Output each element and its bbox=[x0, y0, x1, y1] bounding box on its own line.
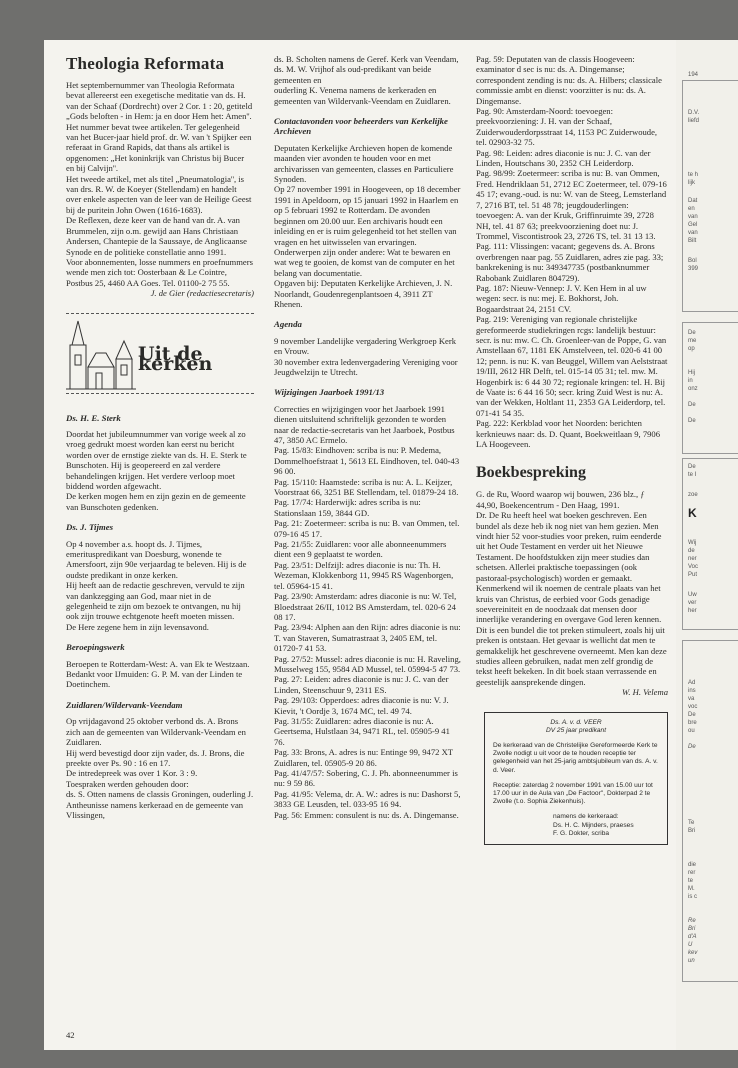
column-1 bbox=[66, 54, 254, 820]
adjacent-text: te h bbox=[688, 172, 699, 178]
list-item: Pag. 98/99: Zoetermeer: scriba is nu: B. van Ommen, Fred. Hendriklaan 51, 2712 EC Zoetermeer, tel. 079-16 45 17; evang.-oud. is nu: W. van de Steeg, Lemsterland 7, 2716 BT, tel. 51 48 78; jeugdouderlingen: toevoegen: A. van der Kruk, Griffinruimte 39, 2728 NH, tel. 41 87 63; preekvoorziening doet nu: J. Trommel, Viscontistrook 23, 2726 TS, tel. 31 13 13. bbox=[476, 168, 667, 241]
list-item: Pag. 187: Nieuw-Vennep: J. V. Ken Hem in al uw wegen: secr. is nu: mej. E. Bokhorst, Joh. Bogaardstraat 24, 2151 CV. bbox=[476, 282, 647, 314]
church-icon bbox=[66, 315, 136, 395]
adjacent-text: De bbox=[688, 330, 696, 336]
paragraph: Toespraken werden gehouden door: bbox=[66, 778, 189, 789]
adjacent-text: ins bbox=[688, 688, 696, 694]
paragraph: Doordat het jubileumnummer van vorige week al zo vroeg gedrukt moest worden kan eerst nu bericht worden over de ernstige ziekte van ds. H. E. Sterk te Bunschoten. Hij is geopereerd en zal verdere behandelingen krijgen. Het verdere verloop moet biddend worden afgewacht. bbox=[66, 428, 247, 491]
paragraph: De Here zegene hem in zijn levensavond. bbox=[66, 621, 209, 632]
paragraph: Dit is een bundel die tot preken stimuleert, zoals hij uit preken is ontstaan. Het gevaar is wellicht dat men te gemakkelijk het geschrevene overneemt. Men kan deze studies alleen gebruiken, nadat men zelf grondig de tekst heeft bekeken. In dit boek staan verrassende en geestelijk aansprekende dingen. bbox=[476, 624, 667, 687]
signature: J. de Gier (redactiesecretaris) bbox=[150, 288, 254, 299]
heading-sterk: Ds. H. E. Sterk bbox=[66, 412, 121, 423]
list-item: Pag. 27/52: Mussel: adres diaconie is nu: H. Raveling, Musselweg 155, 9584 AD Mussel, tel. 05994-5 47 73. bbox=[274, 653, 461, 674]
uit-de-kerken-banner bbox=[66, 311, 254, 399]
adjacent-text: op bbox=[688, 346, 695, 352]
banner-bottom-rule bbox=[66, 393, 254, 394]
list-item: Pag. 41/47/57: Sobering, C. J. Ph. abonneenummer is nu: 9 59 86. bbox=[274, 768, 458, 789]
paragraph: Beroepen te Rotterdam-West: A. van Ek te Westzaan. bbox=[66, 658, 250, 669]
section-title-theologia: Theologia Reformata bbox=[66, 54, 225, 73]
list-item: Pag. 111: Vlissingen: vacant; gegevens ds. A. Brons overbrengen naar pag. 55 Zuidlaren, adres zie pag. 33; bankrekening is nu: 349347735 (postbanknummer Rabobank Zuidlaren 804729). bbox=[476, 241, 664, 283]
adjacent-text: kev bbox=[688, 950, 698, 956]
adjacent-text: De bbox=[688, 712, 696, 718]
adjacent-text: voc bbox=[688, 704, 698, 710]
adjacent-text: rer bbox=[688, 870, 696, 876]
paragraph: De intredepreek was over 1 Kor. 3 : 9. bbox=[66, 768, 198, 779]
adjacent-text: ver bbox=[688, 600, 697, 606]
paragraph: Het tweede artikel, met als titel „Pneumatologia'', is van drs. R. W. de Koeyer (Stellendam) en handelt over enkele aspecten van de leer van de Heilige Geest bij de puritein John Owen (1616-1683). bbox=[66, 173, 252, 215]
list-item: Pag. 98: Leiden: adres diaconie is nu: J. C. van der Linden, Houtschans 30, 2352 CH Leiderdorp. bbox=[476, 147, 651, 169]
heading-beroepingswerk: Beroepingswerk bbox=[66, 642, 125, 653]
adjacent-text: Hij bbox=[688, 370, 695, 376]
banner-title: Uit de kerken bbox=[138, 342, 213, 375]
box-signature: Ds. H. C. Mijnders, praeses bbox=[553, 821, 634, 829]
paragraph: 9 november Landelijke vergadering Werkgroep Kerk en Vrouw. bbox=[274, 335, 457, 357]
column-2 bbox=[274, 54, 462, 820]
adjacent-text: ou bbox=[688, 728, 695, 734]
adjacent-text: onz bbox=[688, 386, 698, 392]
adjacent-text: 194 bbox=[688, 72, 699, 78]
list-item: Pag. 59: Deputaten van de classis Hoogeveen: examinator d sec is nu: ds. A. Dingemanse; correspondent zending is nu: ds. A. Hilbers; classicale commissie ambt en dienst: voorzitter is nu: ds. A. Dingemanse. bbox=[476, 54, 662, 106]
paragraph: G. de Ru, Woord waarop wij bouwen, 236 blz., ƒ 44,90, Boekencentrum - Den Haag, 1991. bbox=[476, 489, 645, 510]
page-number: 42 bbox=[66, 1030, 75, 1040]
adjacent-text: Ad bbox=[688, 680, 696, 686]
paragraph: Op 27 november 1991 in Hoogeveen, op 18 december 1991 in Apeldoorn, op 15 januari 1992 in Haarlem en op 5 februari 1992 te Rotterdam. De avonden beginnen om 20.00 uur. Een archivaris houdt een inleiding en er is ruim gelegenheid tot het stellen van vragen en het uitwisselen van ervaringen. bbox=[274, 184, 461, 247]
paragraph: Opgaven bij: Deputaten Kerkelijke Archieven, J. N. Noorlandt, Goudenregenplantsoen 4, 3911 ZT Rhenen. bbox=[274, 278, 453, 309]
magazine-page bbox=[44, 40, 676, 1050]
adjacent-text: Bri bbox=[688, 926, 696, 932]
adjacent-text: M. bbox=[688, 886, 695, 892]
adjacent-text: Re bbox=[688, 918, 696, 924]
adjacent-text: 399 bbox=[688, 266, 699, 272]
adjacent-text: U bbox=[688, 942, 693, 948]
list-item: Pag. 23/51: Delfzijl: adres diaconie is nu: Th. H. Wezeman, Klokkenborg 11, 9945 RS Wagenborgen, tel. 05964-15 41. bbox=[274, 559, 454, 591]
paragraph: Onderwerpen zijn onder andere: Wat te bewaren en wat weg te gooien, de komst van de computer en het belang van documentatie. bbox=[274, 246, 455, 278]
adjacent-text: De bbox=[688, 744, 696, 750]
adjacent-text: De bbox=[688, 464, 696, 470]
adjacent-text: Te bbox=[688, 820, 695, 826]
list-item: Pag. 29/103: Opperdoes: adres diaconie is nu: V. J. Kievit, 't Oordje 3, 1674 MC, tel. 49 74. bbox=[274, 695, 449, 716]
adjacent-text: d'A bbox=[688, 934, 697, 940]
announcement-box bbox=[484, 712, 668, 845]
adjacent-text: zoe bbox=[688, 492, 698, 498]
paragraph: De Reflexen, deze keer van de hand van dr. A. van Brummelen, zijn o.m. gewijd aan Hans Christiaan Andersen, Chantepie de la Saussaye, de Anglicaanse Synode en de politieke constellatie anno 1991. bbox=[66, 215, 247, 257]
adjacent-text: Uw bbox=[688, 592, 697, 598]
paragraph: ds. M. W. Vrijhof als oud-predikant van beide gemeenten en bbox=[274, 64, 432, 85]
list-item: Pag. 23/94: Alphen aan den Rijn: adres diaconie is nu: T. van Staveren, Sumatrastraat 3, 2405 EM, tel. 01720-7 41 53. bbox=[274, 622, 461, 654]
list-item: Pag. 56: Emmen: consulent is nu: ds. A. Dingemanse. bbox=[274, 809, 459, 820]
paragraph: Het septembernummer van Theologia Reformata bevat allereerst een exegetische meditatie van ds. H. van der Schaaf (Dordrecht) over 2 Cor. 1 : 20, getiteld „Gods beloften - in Hem: ja en door Hem het: Amen''. bbox=[66, 80, 253, 122]
paragraph: Voor abonnementen, losse nummers en proefnummers wende men zich tot: Oosterbaan & Le Cointre, Postbus 25, 4460 AA Goes. Tel. 01100-2 75 55. bbox=[66, 256, 253, 288]
adjacent-text: Bri bbox=[688, 828, 696, 834]
paragraph: Het nummer bevat twee artikelen. Ter gelegenheid van het Bucer-jaar hield prof. dr. W. van 't Spijker een referaat in Grand Rapids, dat thans als artikel is opgenomen: „Het koninkrijk van Christus bij Bucer en bij Calvijn''. bbox=[66, 121, 252, 174]
box-signature: F. G. Dokter, scriba bbox=[553, 829, 610, 837]
adjacent-text: Bol bbox=[688, 258, 697, 264]
list-item: Pag. 33: Brons, A. adres is nu: Entinge 99, 9472 XT Zuidlaren, tel. 05905-9 20 86. bbox=[274, 747, 453, 768]
list-item: Pag. 23/90: Amsterdam: adres diaconie is nu: W. Tel, Bloedstraat 26/II, 1012 BS Amsterdam, tel. 020-6 24 08 17. bbox=[274, 591, 457, 622]
list-item: Pag. 222: Kerkblad voor het Noorden: berichten kerknieuws naar: ds. D. Quant, Boekweitlaan 9, 7906 LA Hoogeveen. bbox=[476, 418, 661, 450]
box-signature: namens de kerkeraad: bbox=[553, 813, 619, 821]
box-heading: Ds. A. v. d. VEER bbox=[550, 718, 602, 726]
adjacent-text: te bbox=[688, 878, 694, 884]
adjacent-text: Voc bbox=[688, 564, 699, 570]
adjacent-text: is c bbox=[688, 894, 697, 900]
list-item: Pag. 21: Zoetermeer: scriba is nu: B. van Ommen, tel. 079-16 45 17. bbox=[274, 518, 460, 539]
list-item: Pag. 41/95: Velema, dr. A. W.: adres is nu: Dashorst 5, 3833 GE Leusden, tel. 033-95 16 94. bbox=[274, 788, 461, 810]
paragraph: ds. S. Otten namens de classis Groningen, ouderling J. Antheunisse namens kerkeraad en de gemeente van Vlissingen, bbox=[66, 789, 254, 820]
heading-tijmes: Ds. J. Tijmes bbox=[66, 522, 114, 533]
adjacent-text: K bbox=[688, 506, 697, 520]
adjacent-text: De bbox=[688, 418, 696, 424]
paragraph: Correcties en wijzigingen voor het Jaarboek 1991 dienen uitsluitend schriftelijk gezonden te worden naar de redactie-secretaris van het Jaarboek, Postbus 47, 3850 AC Ermelo. bbox=[274, 403, 455, 445]
box-subheading: DV 25 jaar predikant bbox=[545, 726, 607, 734]
adjacent-text: D.V. bbox=[688, 110, 700, 116]
adjacent-text: va bbox=[688, 696, 695, 702]
adjacent-text: Put bbox=[688, 572, 698, 578]
adjacent-text: Gel bbox=[688, 222, 698, 228]
heading-zuidlaren: Zuidlaren/Wildervank-Veendam bbox=[66, 699, 183, 710]
adjacent-text: in bbox=[688, 378, 693, 384]
adjacent-text: De bbox=[688, 402, 696, 408]
adjacent-text: te I bbox=[688, 472, 697, 478]
list-item: Pag. 31/55: Zuidlaren: adres diaconie is nu: A. Geertsema, Hulstlaan 34, 9471 RL, tel. 05905-9 41 76. bbox=[274, 715, 450, 747]
column-3 bbox=[476, 54, 668, 845]
paragraph: 30 november extra ledenvergadering Vereniging voor Jeugdwelzijn te Utrecht. bbox=[274, 356, 458, 377]
adjacent-text: bre bbox=[688, 720, 697, 726]
heading-contactavonden: Contactavonden voor beheerders van Kerkelijke Archieven bbox=[274, 116, 448, 137]
paragraph: Dr. De Ru heeft heel wat boeken geschreven. Een bundel als deze heb ik nog niet van hem gezien. Men vindt hier 52 voor-studies voor preken, ruim eenderde uit het Oude Testament en verder uit het Nieuwe Testament. De hoofdstukken zijn meer studies dan schetsen. Allerlei praktische toepassingen (ook pastoraal-psychologisch) worden er gemaakt. Kenmerkend wil ik noemen de centrale plaats van het kruis van Christus, de eerbied voor Gods genadige soevereiniteit en de noodzaak dat mensen door innerlijke verandering en overgave God leren kennen. bbox=[476, 510, 662, 625]
adjacent-text: Wij bbox=[688, 540, 697, 546]
list-item: Pag. 90: Amsterdam-Noord: toevoegen: preekvoorziening: J. H. van der Schaaf, Zuiderwouderdorpsstraat 14, 1153 PC Zuiderwoude, tel. 02903-32 75. bbox=[476, 106, 658, 148]
adjacent-text: en bbox=[688, 206, 695, 212]
heading-wijzigingen: Wijzigingen Jaarboek 1991/13 bbox=[274, 387, 385, 398]
paragraph: Bedankt voor IJmuiden: G. P. M. van der Linden te Doetinchem. bbox=[66, 669, 243, 690]
adjacent-text: un bbox=[688, 958, 695, 964]
paragraph: Hij heeft aan de redactie geschreven, vervuld te zijn van dankzegging aan God, maar niet in de gelegenheid te zijn om bezoek te ontvangen, nu hij ook zijn trouwe echtgenote heeft moeten missen. bbox=[66, 580, 245, 622]
adjacent-text: lijk bbox=[688, 180, 695, 186]
list-item: Pag. 21/55: Zuidlaren: voor alle abonneenummers dient een 9 geplaatst te worden. bbox=[274, 539, 447, 560]
adjacent-text: Bilt bbox=[688, 238, 697, 244]
adjacent-text: die bbox=[688, 862, 697, 868]
adjacent-text: me bbox=[688, 338, 697, 344]
adjacent-text: de bbox=[688, 548, 695, 554]
adjacent-text: liefd bbox=[688, 118, 700, 124]
heading-agenda: Agenda bbox=[274, 319, 302, 330]
list-item: Pag. 15/110: Haamstede: scriba is nu: A. L. Keijzer, Voorstraat 66, 3251 BE Stellendam, tel. 01879-24 18. bbox=[274, 476, 459, 498]
paragraph: De kerkeraad van de Christelijke Gereformeerde Kerk te Zwolle nodigt u uit voor de te houden receptie ter gelegenheid van het 25-jarig ambtsjubileum van ds. A. v. d. Veer. bbox=[493, 741, 658, 774]
paragraph: Receptie: zaterdag 2 november 1991 van 15.00 uur tot 17.00 uur in de Aula van „De Factoor'', Dokterpad 2 te Zwolle (t.o. Sophia Ziekenhuis). bbox=[493, 781, 653, 806]
paragraph: ds. B. Scholten namens de Geref. Kerk van Veendam, bbox=[274, 54, 459, 64]
paragraph: Op vrijdagavond 25 oktober verbond ds. A. Brons zich aan de gemeenten van Wildervank-Veendam en Zuidlaren. bbox=[66, 716, 246, 748]
adjacent-text: Dat bbox=[688, 198, 698, 204]
paragraph: ouderling K. Venema namens de kerkeraden en gemeenten van Wildervank-Veendam en Zuidlaren. bbox=[274, 85, 451, 106]
list-item: Pag. 17/74: Harderwijk: adres scriba is nu: Stationslaan 159, 3844 GD. bbox=[274, 497, 421, 518]
paragraph: De kerken mogen hem en zijn gezin en de gemeente van Bunschoten gedenken. bbox=[66, 491, 246, 512]
signature: W. H. Velema bbox=[622, 687, 668, 698]
section-title-boekbespreking: Boekbespreking bbox=[476, 464, 586, 482]
list-item: Pag. 27: Leiden: adres diaconie is nu: J. C. van der Linden, Steenschuur 9, 2311 ES. bbox=[274, 674, 449, 695]
adjacent-text: ner bbox=[688, 556, 697, 562]
list-item: Pag. 219: Vereniging van regionale christelijke gereformeerde studiekringen rcgs: landelijk bestuur: secr. is nu: mw. C. Ch. Groenleer-van de Poppe, G. van Amstellaan 67, 1181 EK Amstelveen, tel. 020-6 41 00 12; penn. is nu: K. van Beuggel, Willem van Aelststraat 19/III, 2612 HR Delft, tel. 015-14 05 31; tel. mw. M. Hogenbirk is: 6 44 30 72; regionale kringen: tel. H. Bij de Vaate is: 6 44 16 50; secr. kring Zuid West is nu: A. van der Wekken, Holtlant 11, 2353 GA Leiderdorp, tel. 071-41 54 35. bbox=[476, 314, 668, 418]
list-item: Pag. 15/83: Eindhoven: scriba is nu: P. Medema, Dommelhoefstraat 1, 5613 EL Eindhoven, tel. 040-43 96 00. bbox=[274, 445, 460, 477]
adjacent-text: her bbox=[688, 608, 697, 614]
adjacent-page-edge bbox=[676, 40, 738, 1050]
banner-top-rule bbox=[66, 313, 254, 314]
adjacent-text: van bbox=[688, 230, 698, 236]
paragraph: Hij werd bevestigd door zijn vader, ds. J. Brons, die preekte over Ps. 90 : 16 en 17. bbox=[66, 747, 245, 768]
paragraph: Op 4 november a.s. hoopt ds. J. Tijmes, emerituspredikant van Doesburg, wonende te Amersfoort, zijn 90e verjaardag te beleven. Hij is de oudste predikant in onze kerken. bbox=[66, 538, 247, 580]
adjacent-text: van bbox=[688, 214, 698, 220]
paragraph: Deputaten Kerkelijke Archieven hopen de komende maanden vier avonden te houden voor en met archivarissen van gemeenten, classes en Particuliere Synoden. bbox=[274, 142, 454, 185]
